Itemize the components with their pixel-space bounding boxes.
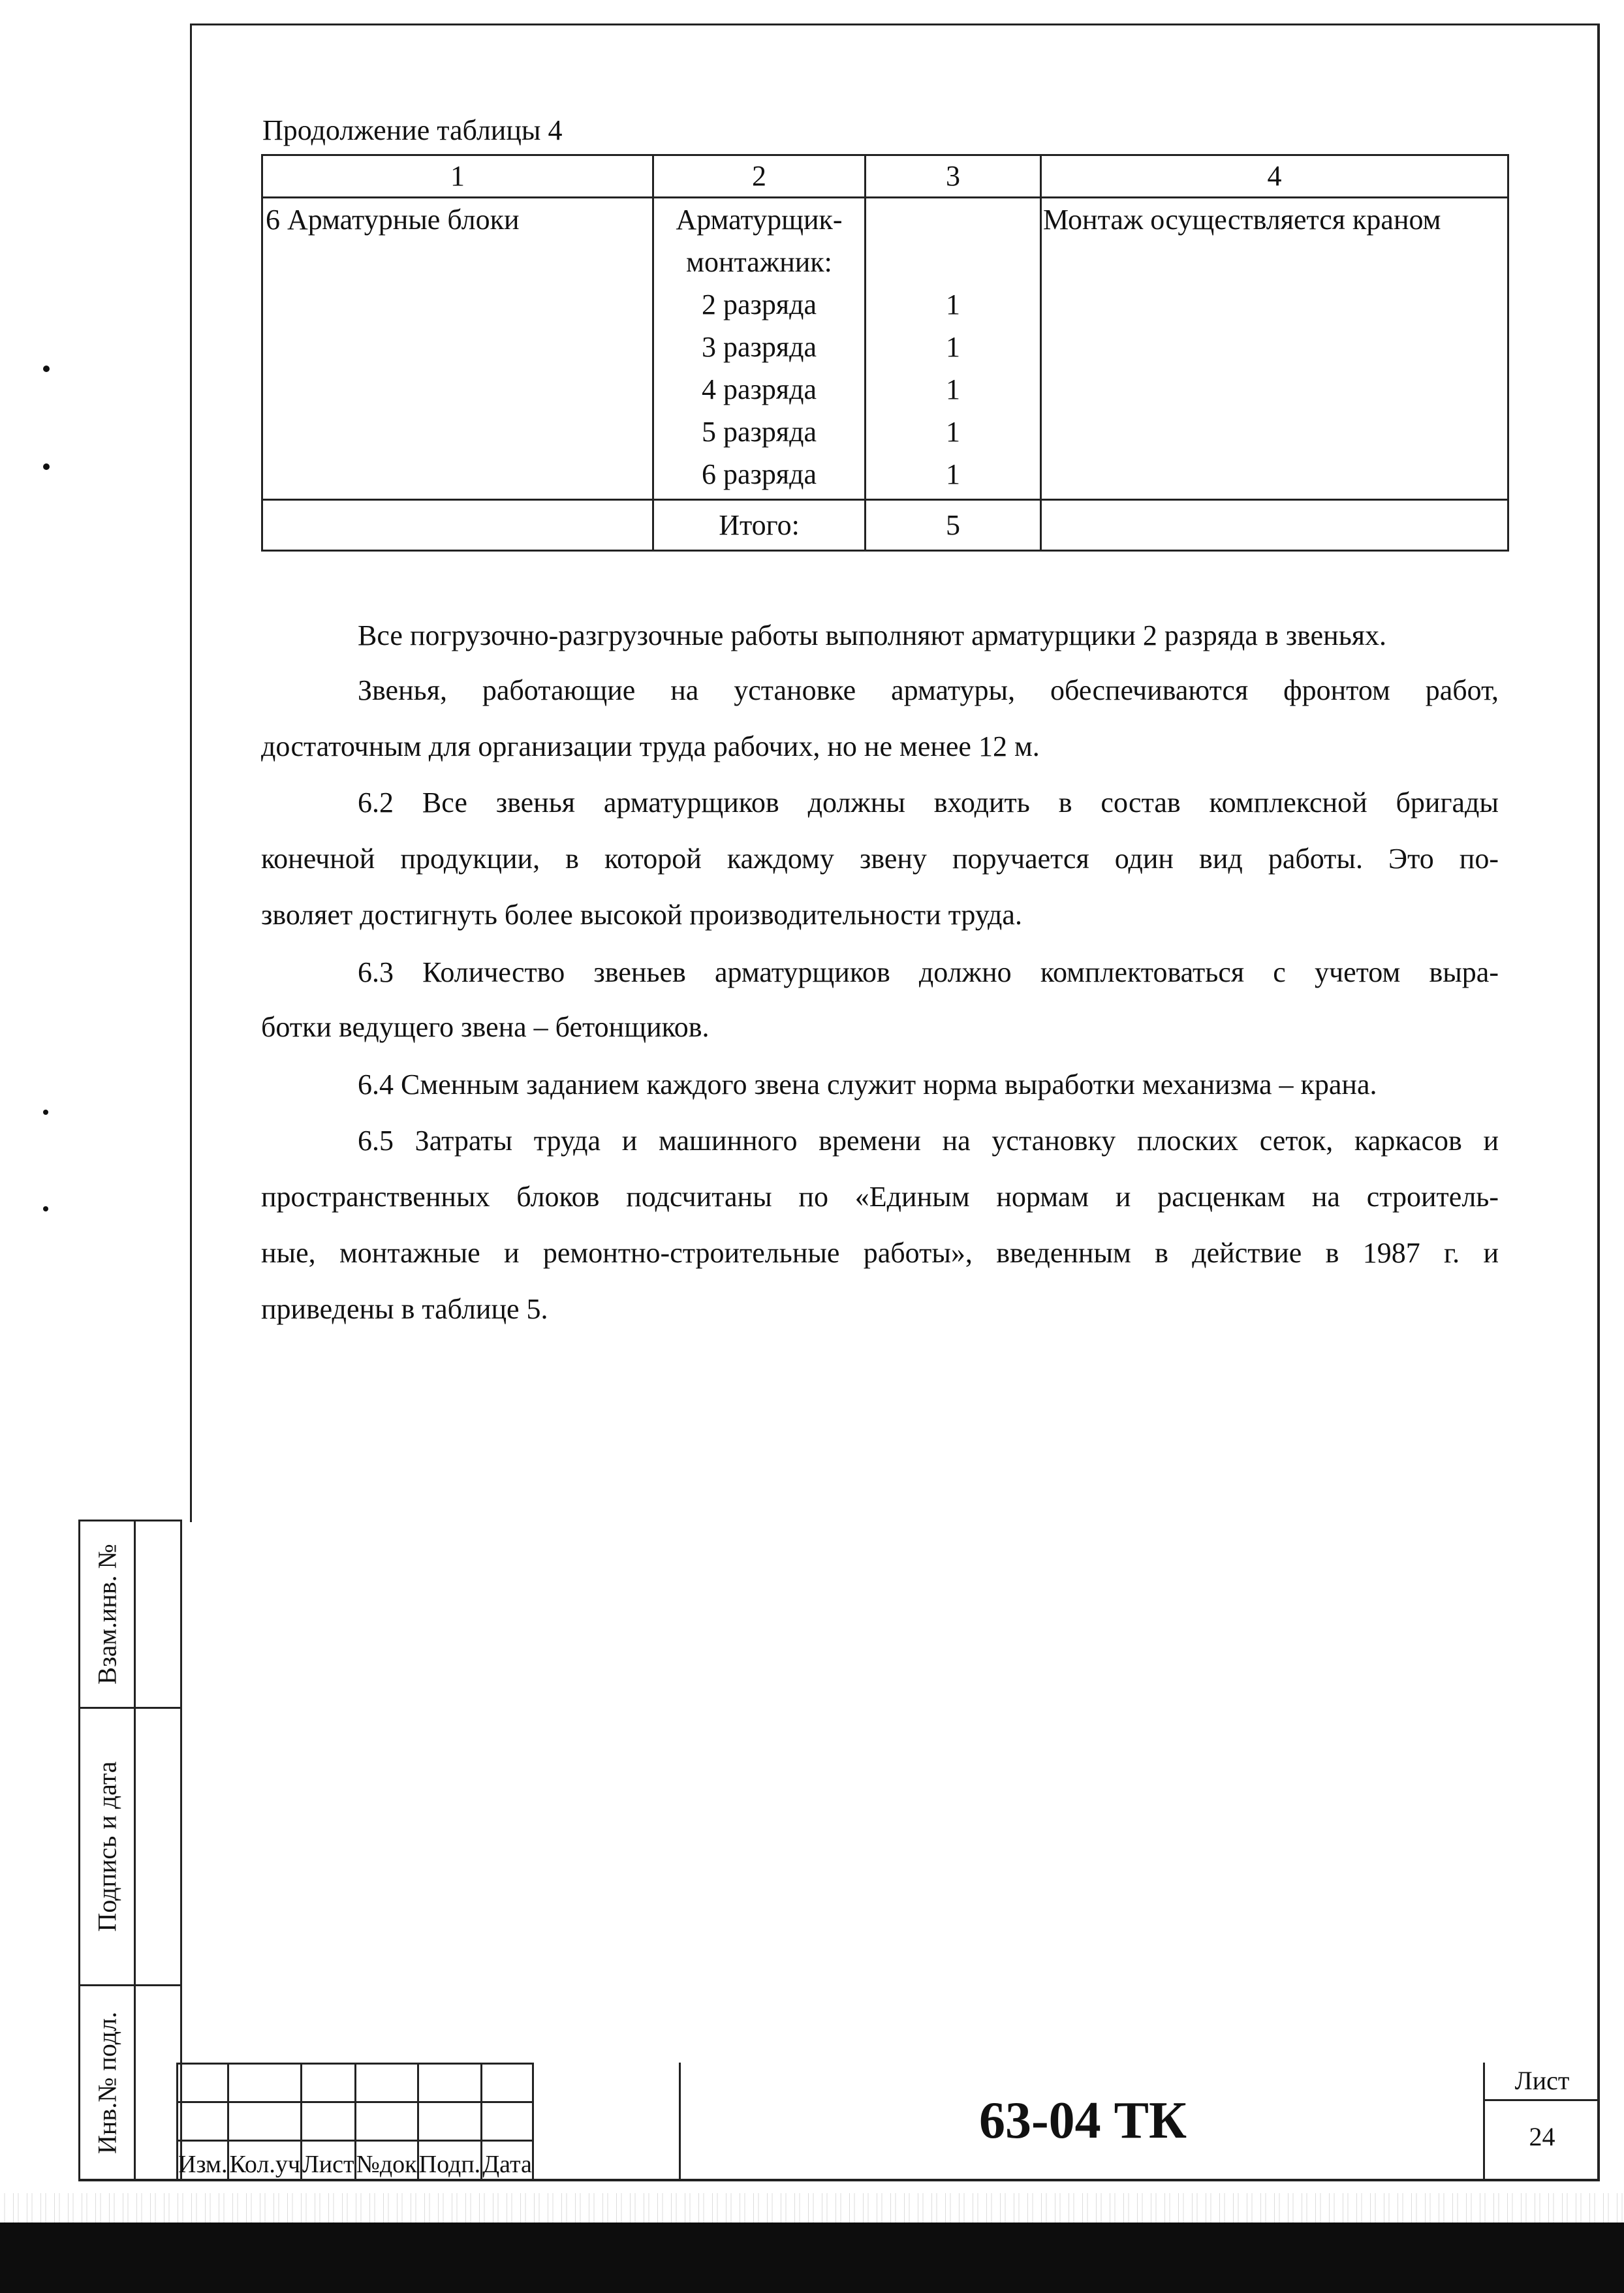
worker-line-1: Арматурщик- xyxy=(676,204,843,236)
frame-left-line xyxy=(190,23,192,1522)
side-label-original-inv: Инв.№ подл. xyxy=(92,2011,122,2154)
table-total-row xyxy=(262,500,1508,551)
document-code: 63-04 ТК xyxy=(679,2063,1485,2179)
scan-speck xyxy=(43,366,50,372)
row-name: 6 Арматурные блоки xyxy=(266,204,520,236)
paragraph-3-line-1: 6.2 Все звенья арматурщиков должны входить в состав комплексной бригады xyxy=(358,787,1499,819)
stamp-col-doc: №док xyxy=(355,2141,418,2180)
paragraph-2-line-2: достаточным для организации труда рабочих, но не менее 12 м. xyxy=(261,730,1040,762)
paragraph-6-line-2: пространственных блоков подсчитаны по «Единым нормам и расценкам на строитель- xyxy=(261,1181,1499,1213)
paragraph-3-line-2: конечной продукции, в которой каждому звену поручается один вид работы. Это по- xyxy=(261,843,1499,875)
header-col-1: 1 xyxy=(262,155,653,198)
paragraph-6-line-3: ные, монтажные и ремонтно-строительные работы», введенным в действие в 1987 г. и xyxy=(261,1237,1499,1269)
paragraph-4-line-2: ботки ведущего звена – бетонщиков. xyxy=(261,1011,710,1043)
table-header-row xyxy=(262,155,1508,198)
row-name-cell xyxy=(262,198,653,500)
paragraph-5: 6.4 Сменным заданием каждого звена служит норма выработки механизма – крана. xyxy=(358,1069,1377,1100)
paragraph-4-line-1: 6.3 Количество звеньев арматурщиков должно комплектоваться с учетом выра- xyxy=(358,956,1499,988)
table-caption: Продолжение таблицы 4 xyxy=(262,114,563,146)
frame-top-line xyxy=(190,23,1600,25)
stamp-col-qty: Кол.уч xyxy=(228,2141,302,2180)
header-col-3: 3 xyxy=(866,155,1041,198)
stamp-col-date: Дата xyxy=(482,2141,533,2180)
count-grade-4: 1 xyxy=(946,373,960,405)
paragraph-6-line-1: 6.5 Затраты труда и машинного времени на установку плоских сеток, каркасов и xyxy=(358,1125,1499,1157)
grade-5: 5 разряда xyxy=(701,416,817,448)
count-grade-3: 1 xyxy=(946,331,960,363)
side-box-signature-date xyxy=(78,1707,182,1986)
scan-speck xyxy=(43,1206,48,1211)
grade-3: 3 разряда xyxy=(701,331,817,363)
stamp-col-sign: Подп. xyxy=(418,2141,482,2180)
row-worker-cell xyxy=(653,198,866,500)
frame-right-line xyxy=(1597,23,1600,2179)
scan-speck xyxy=(43,463,50,470)
side-box-original-inv xyxy=(78,1984,182,2181)
total-label: Итого: xyxy=(653,500,866,551)
count-grade-2: 1 xyxy=(946,289,960,320)
scan-edge-noise xyxy=(0,2193,1624,2223)
header-col-2: 2 xyxy=(653,155,866,198)
stamp-col-change: Изм. xyxy=(178,2141,228,2180)
count-grade-5: 1 xyxy=(946,416,960,448)
row-count-cell xyxy=(866,198,1041,500)
paragraph-2-line-1: Звенья, работающие на установке арматуры, обеспечиваются фронтом работ, xyxy=(358,674,1499,706)
paragraph-3-line-3: зволяет достигнуть более высокой производительности труда. xyxy=(261,899,1022,931)
table-row xyxy=(262,198,1508,500)
scan-speck xyxy=(43,1110,48,1115)
sheet-label: Лист xyxy=(1485,2063,1599,2101)
row-note: Монтаж осуществляется краном xyxy=(1043,204,1441,236)
scan-bottom-band xyxy=(0,2223,1624,2293)
revision-grid xyxy=(176,2063,534,2181)
grade-2: 2 разряда xyxy=(701,289,817,320)
paragraph-1: Все погрузочно-разгрузочные работы выполняют арматурщики 2 разряда в звеньях. xyxy=(358,619,1387,651)
sheet-number: 24 xyxy=(1529,2122,1555,2151)
side-label-replacement-inv: Взам.инв. № xyxy=(92,1544,122,1685)
side-label-signature-date: Подпись и дата xyxy=(92,1761,122,1932)
paragraph-6-line-4: приведены в таблице 5. xyxy=(261,1293,548,1325)
header-col-4: 4 xyxy=(1041,155,1508,198)
count-grade-6: 1 xyxy=(946,458,960,490)
sheet-box xyxy=(1483,2063,1599,2179)
grade-6: 6 разряда xyxy=(701,458,817,490)
row-note-cell xyxy=(1041,198,1508,500)
side-box-replacement-inv xyxy=(78,1520,182,1709)
worker-line-2: монтажник: xyxy=(686,246,832,278)
stamp-col-sheet: Лист xyxy=(302,2141,356,2180)
grade-4: 4 разряда xyxy=(701,373,817,405)
total-value: 5 xyxy=(866,500,1041,551)
table-4-continuation xyxy=(261,154,1509,552)
